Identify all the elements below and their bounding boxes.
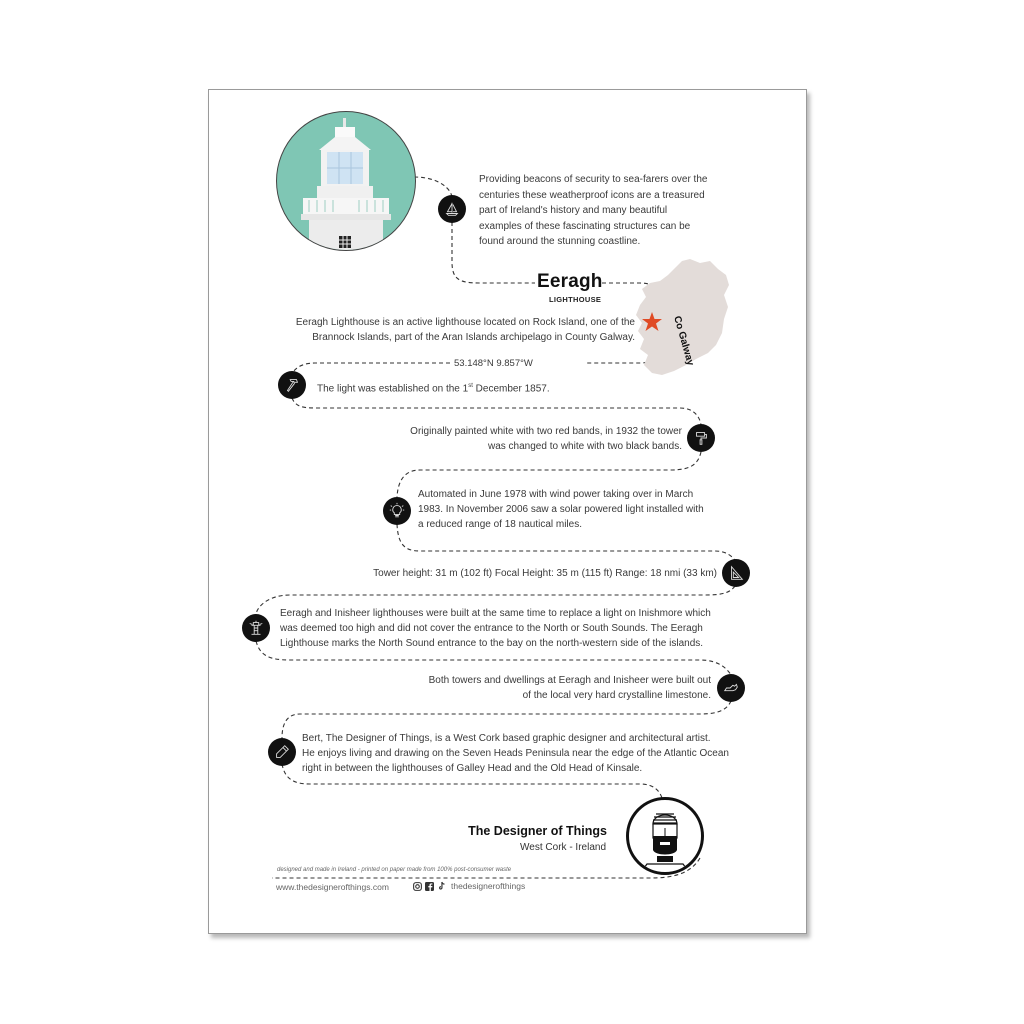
hammer-icon [283,376,301,394]
fact-2-badge [687,424,715,452]
lightbulb-icon [388,502,406,520]
fact-7-badge [268,738,296,766]
lighthouse-type-label: LIGHTHOUSE [549,295,602,304]
instagram-icon[interactable] [413,882,422,891]
footer-tagline: designed and made in Ireland - printed on paper made from 100% post-consumer waste [277,867,512,873]
lighthouse-illustration [276,111,416,251]
sailboat-badge [438,195,466,223]
sailboat-icon [443,200,461,218]
lighthouse-icon [247,619,265,637]
brand-location: West Cork - Ireland [520,842,606,853]
brand-name: The Designer of Things [468,824,607,838]
pencil-icon [273,743,291,761]
fact-7-text: Bert, The Designer of Things, is a West Cork based graphic designer and architectural artist. He enjoys living and drawing on the Seven Heads Peninsula near the edge of the Atlantic Ocean right in between the lighthouses of Galley Head and the Old Head of Kinsale. [302,733,729,774]
fact-6-text: Both towers and dwellings at Eeragh and Inisheer were built out of the local very hard crystalline limestone. [428,675,711,701]
island-icon [722,679,740,697]
county-label: Co Galway [671,314,696,367]
fact-1-text: The light was established on the 1st December 1857. [317,383,550,395]
fact-3-text: Automated in June 1978 with wind power taking over in March 1983. In November 2006 saw a solar powered light installed with a reduced range of 18 nautical miles. [418,489,704,530]
intro-paragraph: Providing beacons of security to sea-farers over the centuries these weatherproof icons are a treasured part of Ireland's history and many beautiful examples of these fascinating structures can be found around the stunning coastline. [479,174,708,247]
fact-4-badge [722,559,750,587]
fact-5-badge [242,614,270,642]
designer-avatar [626,797,704,875]
tiktok-icon[interactable] [437,881,446,891]
lighthouse-name: Eeragh [537,271,603,292]
fact-3-badge [383,497,411,525]
set-square-icon [727,564,745,582]
lighthouse-description: Eeragh Lighthouse is an active lighthouse located on Rock Island, one of the Brannock Islands, part of the Aran Islands archipelago in County Galway. [295,317,635,343]
facebook-icon[interactable] [425,882,434,891]
fact-4-text: Tower height: 31 m (102 ft) Focal Height: 35 m (115 ft) Range: 18 nmi (33 km) [373,568,717,579]
footer-website[interactable]: www.thedesignerofthings.com [276,882,389,892]
paint-roller-icon [692,429,710,447]
fact-1-badge [278,371,306,399]
coordinates: 53.148°N 9.857°W [454,358,533,369]
fact-6-badge [717,674,745,702]
fact-5-text: Eeragh and Inisheer lighthouses were built at the same time to replace a light on Inishmore which was deemed too high and did not cover the entrance to the North or South Sounds. The Eeragh Lighthouse marks the North Sound entrance to the bay on the north-western side of the islands. [280,608,711,649]
ireland-map [630,255,735,380]
social-handle[interactable]: thedesignerofthings [451,881,526,891]
social-icons [413,881,525,891]
fact-2-text: Originally painted white with two red bands, in 1932 the tower was changed to white with two black bands. [410,426,682,452]
